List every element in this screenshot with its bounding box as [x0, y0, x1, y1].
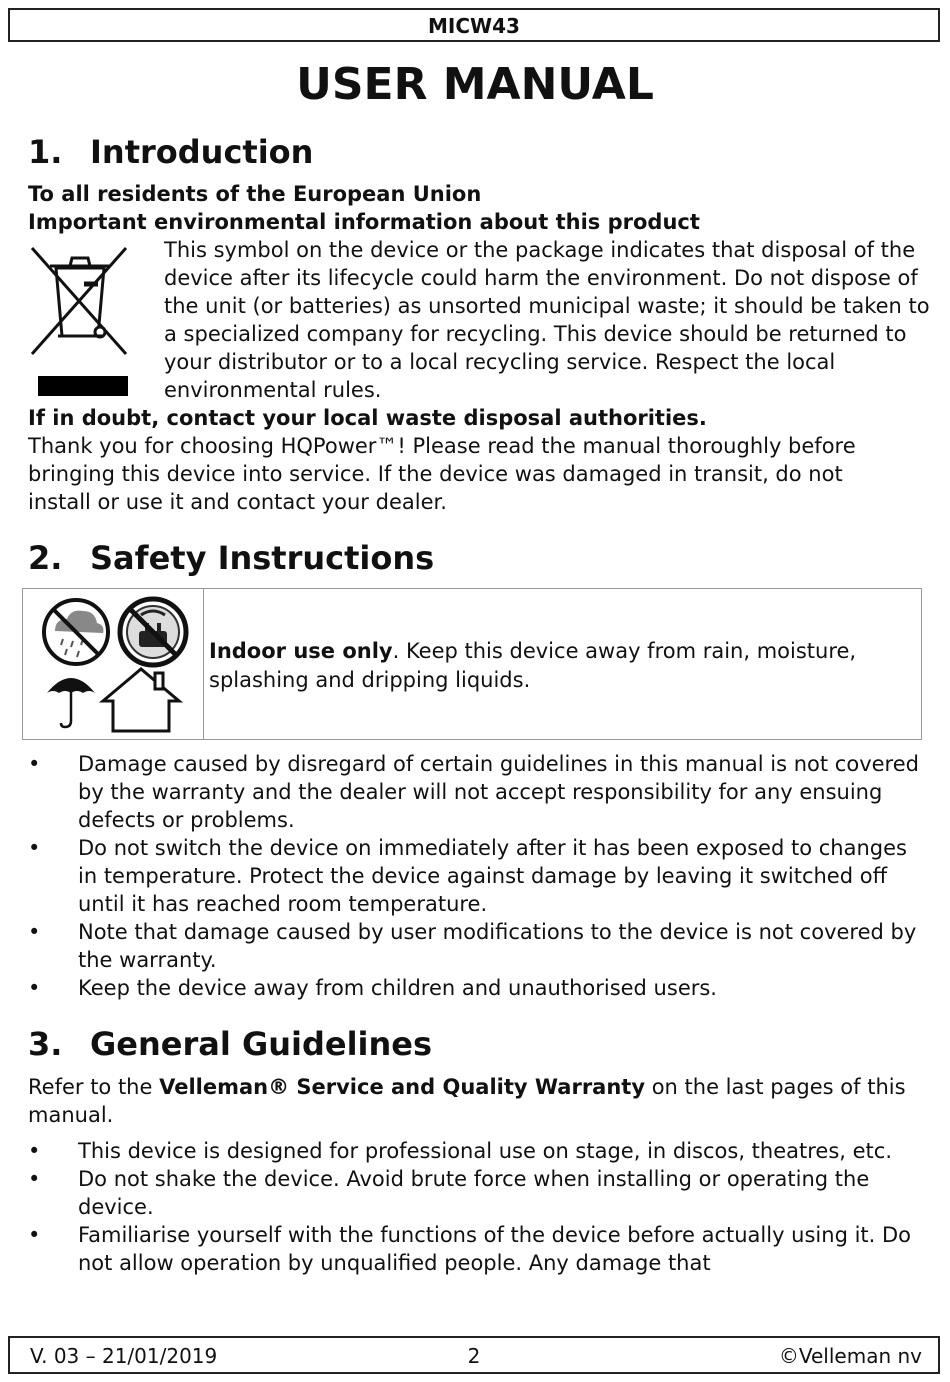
no-liquids-icon — [117, 595, 189, 669]
safety-bullet-text: Keep the device away from children and unauthorised users. — [78, 976, 717, 1000]
safety-bullet-text: Note that damage caused by user modifications to the device is not covered by the warranty. — [78, 920, 917, 972]
indoor-use-table — [22, 588, 922, 740]
section-1-title: Introduction — [90, 133, 314, 171]
header-model-box — [8, 8, 940, 42]
section-2-number: 2. — [28, 539, 63, 577]
guidelines-bullet-list — [28, 1137, 928, 1277]
indoor-use-bold: Indoor use only — [209, 639, 393, 663]
list-item — [28, 1137, 928, 1165]
environmental-info-line: Important environmental information about this product — [28, 210, 700, 234]
warranty-post: on the last pages of this manual. — [28, 1075, 906, 1127]
doubt-contact-line: If in doubt, contact your local waste disposal authorities. — [28, 406, 707, 430]
thank-you-paragraph: Thank you for choosing HQPower™! Please read the manual thoroughly before bringing this device into service. If the device was damaged in transit, do not install or use it and contact your dealer. — [28, 434, 856, 514]
table-divider — [203, 589, 204, 739]
warranty-bold: Velleman® Service and Quality Warranty — [159, 1075, 646, 1099]
guideline-bullet-text: This device is designed for professional use on stage, in discos, theatres, etc. — [78, 1139, 893, 1163]
list-item — [28, 750, 928, 834]
house-icon — [99, 665, 183, 735]
safety-bullet-text: Do not switch the device on immediately after it has been exposed to changes in temperature. Protect the device against damage by leaving it switched off until it has reached room temperature. — [78, 836, 907, 916]
bullet-marker: • — [28, 1167, 41, 1191]
guideline-bullet-text: Do not shake the device. Avoid brute force when installing or operating the device. — [78, 1167, 870, 1219]
bullet-marker: • — [28, 920, 41, 944]
bullet-marker: • — [28, 836, 41, 860]
page-footer — [8, 1336, 940, 1374]
guideline-bullet-text: Familiarise yourself with the functions of the device before actually using it. Do not allow operation by unqualified people. Any damage that — [78, 1223, 912, 1275]
list-item — [28, 1221, 928, 1277]
indoor-use-text — [209, 637, 899, 695]
section-3-heading — [28, 1024, 432, 1064]
model-number: MICW43 — [428, 14, 520, 38]
copyright: ©Velleman nv — [778, 1344, 922, 1368]
section-1-number: 1. — [28, 133, 63, 171]
page-title: USER MANUAL — [296, 59, 654, 110]
list-item — [28, 974, 928, 1002]
umbrella-icon — [45, 669, 97, 729]
indoor-use-rest: . Keep this device away from rain, moisture, splashing and dripping liquids. — [209, 639, 857, 692]
section-3-number: 3. — [28, 1025, 63, 1063]
section-1-heading — [28, 132, 313, 172]
list-item — [28, 918, 928, 974]
section-3-title: General Guidelines — [90, 1025, 433, 1063]
bullet-marker: • — [28, 1223, 41, 1247]
safety-bullet-list — [28, 750, 928, 1002]
no-rain-icon — [41, 597, 113, 667]
weee-description: This symbol on the device or the package indicates that disposal of the device after its lifecycle could harm the environment. Do not dispose of the unit (or batteries) as unsorted municipal waste; it should be taken to a specialized company for recycling. This device should be returned to your distributor or to a local recycling service. Respect the local environmental rules. — [164, 238, 930, 402]
weee-crossed-bin-icon — [28, 244, 130, 398]
section-2-heading — [28, 538, 434, 578]
safety-bullet-text: Damage caused by disregard of certain guidelines in this manual is not covered by the warranty and the dealer will not accept responsibility for any ensuing defects or problems. — [78, 752, 919, 832]
eu-residents-line: To all residents of the European Union — [28, 182, 482, 206]
warranty-pre: Refer to the — [28, 1075, 160, 1099]
list-item — [28, 1165, 928, 1221]
bullet-marker: • — [28, 752, 41, 776]
page-number: 2 — [467, 1344, 481, 1368]
list-item — [28, 834, 928, 918]
bullet-marker: • — [28, 1139, 41, 1163]
warranty-reference — [28, 1073, 928, 1129]
section-2-title: Safety Instructions — [90, 539, 435, 577]
version-date: V. 03 – 21/01/2019 — [30, 1344, 218, 1368]
bullet-marker: • — [28, 976, 41, 1000]
